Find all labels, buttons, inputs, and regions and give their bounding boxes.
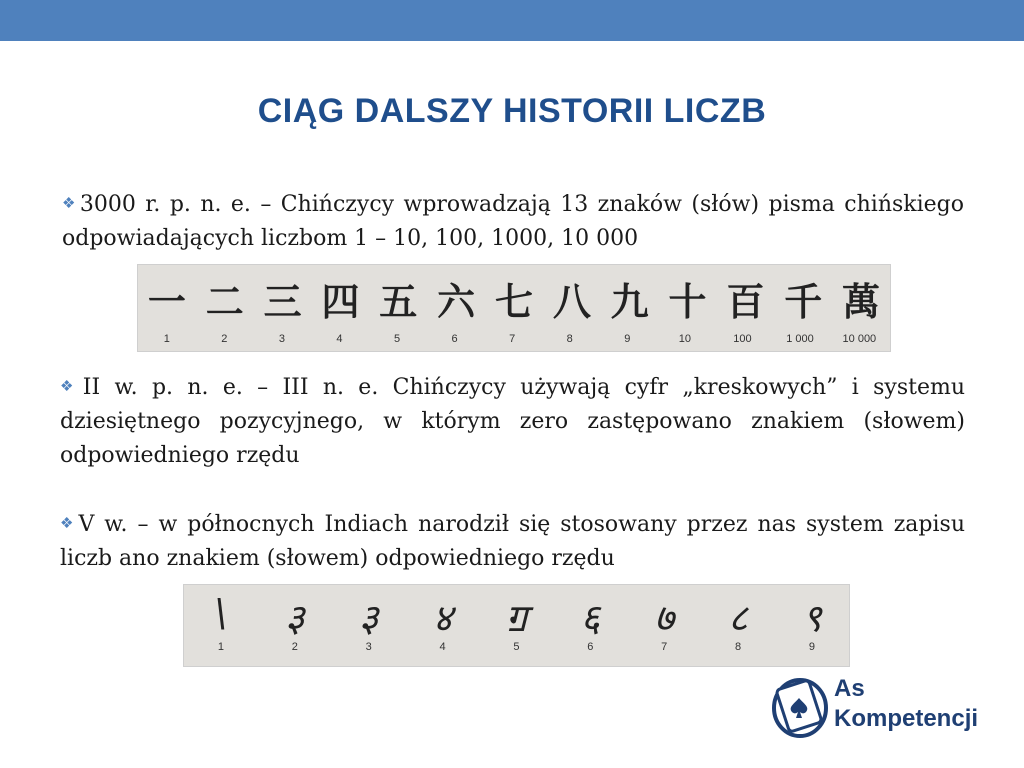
chinese-glyph: 十 [668,280,707,324]
indian-label: 9 [808,641,815,653]
paragraph-2-text: II w. p. n. e. – III n. e. Chińczycy używają cyfr „kreskowych” i systemu dziesiętnego pozycyjnego, w którym zero zastępowano znakiem (słowem) odpowiedniego rzędu [60,375,965,468]
chinese-label: 5 [393,333,401,345]
logo-line-1: As [834,675,865,702]
indian-glyph-row [184,591,849,643]
chinese-label: 2 [221,333,228,345]
chinese-glyph: 五 [379,280,418,324]
indian-label: 7 [661,641,668,653]
indian-glyph: \ [214,591,228,635]
chinese-label: 4 [336,333,343,345]
chinese-label: 6 [451,333,458,345]
chinese-label: 8 [566,333,573,345]
indian-glyph: ९ [802,596,822,640]
chinese-glyph: 四 [321,280,360,324]
chinese-glyph: 萬 [842,280,881,324]
chinese-label: 9 [624,333,631,345]
chinese-glyph: 七 [494,280,533,324]
chinese-glyph: 千 [784,280,823,324]
chinese-glyph-row [138,271,890,326]
indian-label: 2 [291,641,298,653]
indian-label: 8 [735,641,742,653]
indian-glyph: ४ [432,596,453,640]
as-kompetencji-logo [770,670,1010,744]
chinese-label: 10 000 [842,333,877,345]
paragraph-1 [62,186,964,256]
slide-title: CIĄG DALSZY HISTORII LICZB [257,92,767,130]
chinese-glyph: 八 [552,280,591,324]
indian-glyph: ७ [654,596,675,640]
indian-numerals-image [183,584,850,667]
paragraph-2 [60,369,965,473]
indian-glyph: ८ [728,596,748,640]
indian-label: 3 [365,641,372,653]
chinese-glyph: 百 [726,280,765,324]
chinese-label: 7 [509,333,516,345]
indian-label-row [184,641,849,653]
top-accent-bar [0,0,1024,41]
chinese-label: 1 000 [786,333,814,345]
paragraph-1-text: 3000 r. p. n. e. – Chińczycy wprowadzają 13 znaków (słów) pisma chińskiego odpowiadających liczbom 1 – 10, 100, 1000, 10 000 [62,192,964,251]
chinese-numerals-image [137,264,891,352]
chinese-label: 3 [278,333,285,345]
chinese-glyph: 二 [205,280,244,324]
logo-line-2: Kompetencji [834,705,979,732]
paragraph-3-text: V w. – w północnych Indiach narodził się stosowany przez nas system zapisu liczb ano znakiem (słowem) odpowiedniego rzędu [60,512,965,571]
chinese-label: 10 [678,333,691,345]
chinese-glyph: 一 [147,280,186,324]
diamond-bullet-icon: ❖ [60,514,77,532]
indian-glyph: ३ [358,596,379,640]
indian-label: 1 [217,641,224,653]
indian-glyph: ॻ [505,596,528,640]
indian-glyph: ३ [284,596,305,640]
diamond-bullet-icon: ❖ [60,377,81,395]
logo-text [834,674,978,734]
indian-label: 4 [439,641,446,653]
indian-label: 6 [587,641,594,653]
chinese-label: 1 [163,333,170,345]
chinese-label-row [138,333,890,345]
spade-card-icon [770,670,830,742]
chinese-glyph: 三 [263,280,302,324]
chinese-glyph: 六 [437,280,476,324]
diamond-bullet-icon: ❖ [62,194,78,212]
indian-label: 5 [513,641,520,653]
chinese-glyph: 九 [610,280,649,324]
indian-glyph: ६ [580,596,601,640]
paragraph-3 [60,506,965,576]
chinese-label: 100 [733,333,752,345]
